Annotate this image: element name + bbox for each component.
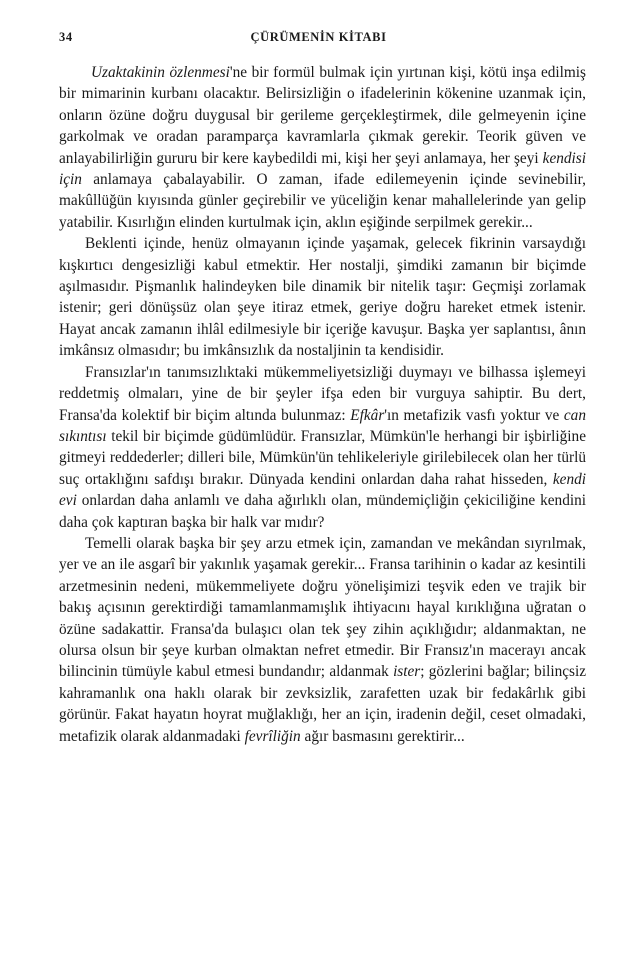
- emphasis-text: kendisi için: [59, 149, 586, 189]
- text-run: anlamaya çabalayabilir. O zaman, ifade edilemeyenin içinde sevinebilir, makûllüğün kıyısında günler geçirebilir ve yüceliğin kenar mahallelerinde yan gelip yatabilir. Kısırlığın elinden kurtulmak için, aklın eşiğinde serpilmek gerekir...: [59, 171, 586, 231]
- paragraph: [59, 362, 586, 533]
- page-header: [59, 30, 578, 48]
- paragraph: [59, 533, 586, 747]
- running-title: ÇÜRÜMENİN KİTABI: [250, 30, 387, 44]
- text-run: tekil bir biçimde güdümlüdür. Fransızlar, Mümkün'le herhangi bir işbirliğine gitmeyi reddederler; dilleri bile, Mümkün'ün tehlikeleriyle girilebilecek olan her türlü suç ortaklığını safdışı bırakır. Dünyada kendini onlardan daha rahat hisseden,: [59, 427, 586, 488]
- emphasis-text: kendi evi: [59, 470, 586, 510]
- text-run: Fransızlar'ın tanımsızlıktaki mükemmeliyetsizliği duymayı ve bilhassa işlemeyi reddetmiş olmaları, yine de bir şeyler ifşa eden bir vurguya sahiptir. Bu dert, Fransa'da kolektif bir biçim altında bulunmaz:: [59, 363, 586, 424]
- text-run: ağır basmasını gerektirir...: [300, 727, 465, 745]
- text-run: 'ne bir formül bulmak için yırtınan kişi, kötü inşa edilmiş bir mimarinin kurbanı olacaktır. Belirsizliğin o ifadelerinin kökenine uzanmak için, onların özüne doğru duygusal bir gerileme gerçekleştirmek, dile gelmeyenin içine garkolmak ve oradan paramparça kavramlarla çıkmak gerekir. Teorik güven ve anlayabilirliğin gururu bir kere kaybedildi mi, kişi her şeyi anlamaya, her şeyi: [59, 64, 586, 167]
- emphasis-text: Uzaktakinin özlenmesi: [91, 64, 230, 81]
- body-text: [59, 62, 586, 747]
- page-number: 34: [59, 30, 73, 44]
- emphasis-text: can sıkıntısı: [59, 406, 586, 445]
- text-run: 'ın metafizik vasfı yoktur ve: [384, 406, 564, 424]
- emphasis-text: ister: [393, 663, 421, 681]
- emphasis-text: Efkâr: [350, 406, 385, 424]
- text-run: Beklenti içinde, henüz olmayanın içinde yaşamak, gelecek fikrinin varsaydığı kışkırtıcı dengesizliği kabul etmektir. Her nostalji, şimdiki zamanın bir biçimde aşılmasıdır. Pişmanlık halindeyken bile dinamik bir nitelik taşır: Geçmişi zorlamak istenir; geri dönüşsüz olan şeye itiraz etmek, geriye doğru hareket etmek istenir. Hayat ancak zamanın ihlâl edilmesiyle bir içeriğe kavuşur. Başka yer saplantısı, ânın imkânsız olmasıdır; bu imkânsızlık da nostaljinin ta kendisidir.: [59, 235, 586, 360]
- text-run: ; gözlerini bağlar; bilinçsiz kahramanlık ona haklı olarak bir zevksizlik, zarafetten uzak bir fedakârlık gibi görünür. Fakat hayatın hoyrat muğlaklığı, her an için, iradenin değil, ceset olmadaki, metafizik olarak aldanmadaki: [59, 663, 586, 745]
- text-run: Temelli olarak başka bir şey arzu etmek için, zamandan ve mekândan sıyrılmak, yer ve an ile asgarî bir yakınlık yaşamak gerekir... Fransa tarihinin o kadar az kesintili arzetmesinin nedeni, mükemmeliyete doğru yönelişimizi teşvik eden ve trajik bir bakış açısının gerektirdiği tamamlanmamışlık ihtiyacını hayal kırıklığına uğratan o özüne sadakattir. Fransa'da bulaşıcı olan tek şey zihin açıklığıdır; aldanmaktan, ne olursa olsun bir şeye kurban olmaktan nefret etmedir. Bir Fransız'ın macerayı ancak bilincinin tümüyle kabul etmesi bundandır; aldanmak: [59, 534, 586, 681]
- emphasis-text: fevrîliğin: [244, 727, 301, 745]
- paragraph: [59, 62, 586, 233]
- paragraph: [59, 233, 586, 361]
- text-run: onlardan daha anlamlı ve daha ağırlıklı olan, mündemiçliğin çekiciliğine kendini daha çok kaptıran başka bir halk var mıdır?: [59, 492, 586, 531]
